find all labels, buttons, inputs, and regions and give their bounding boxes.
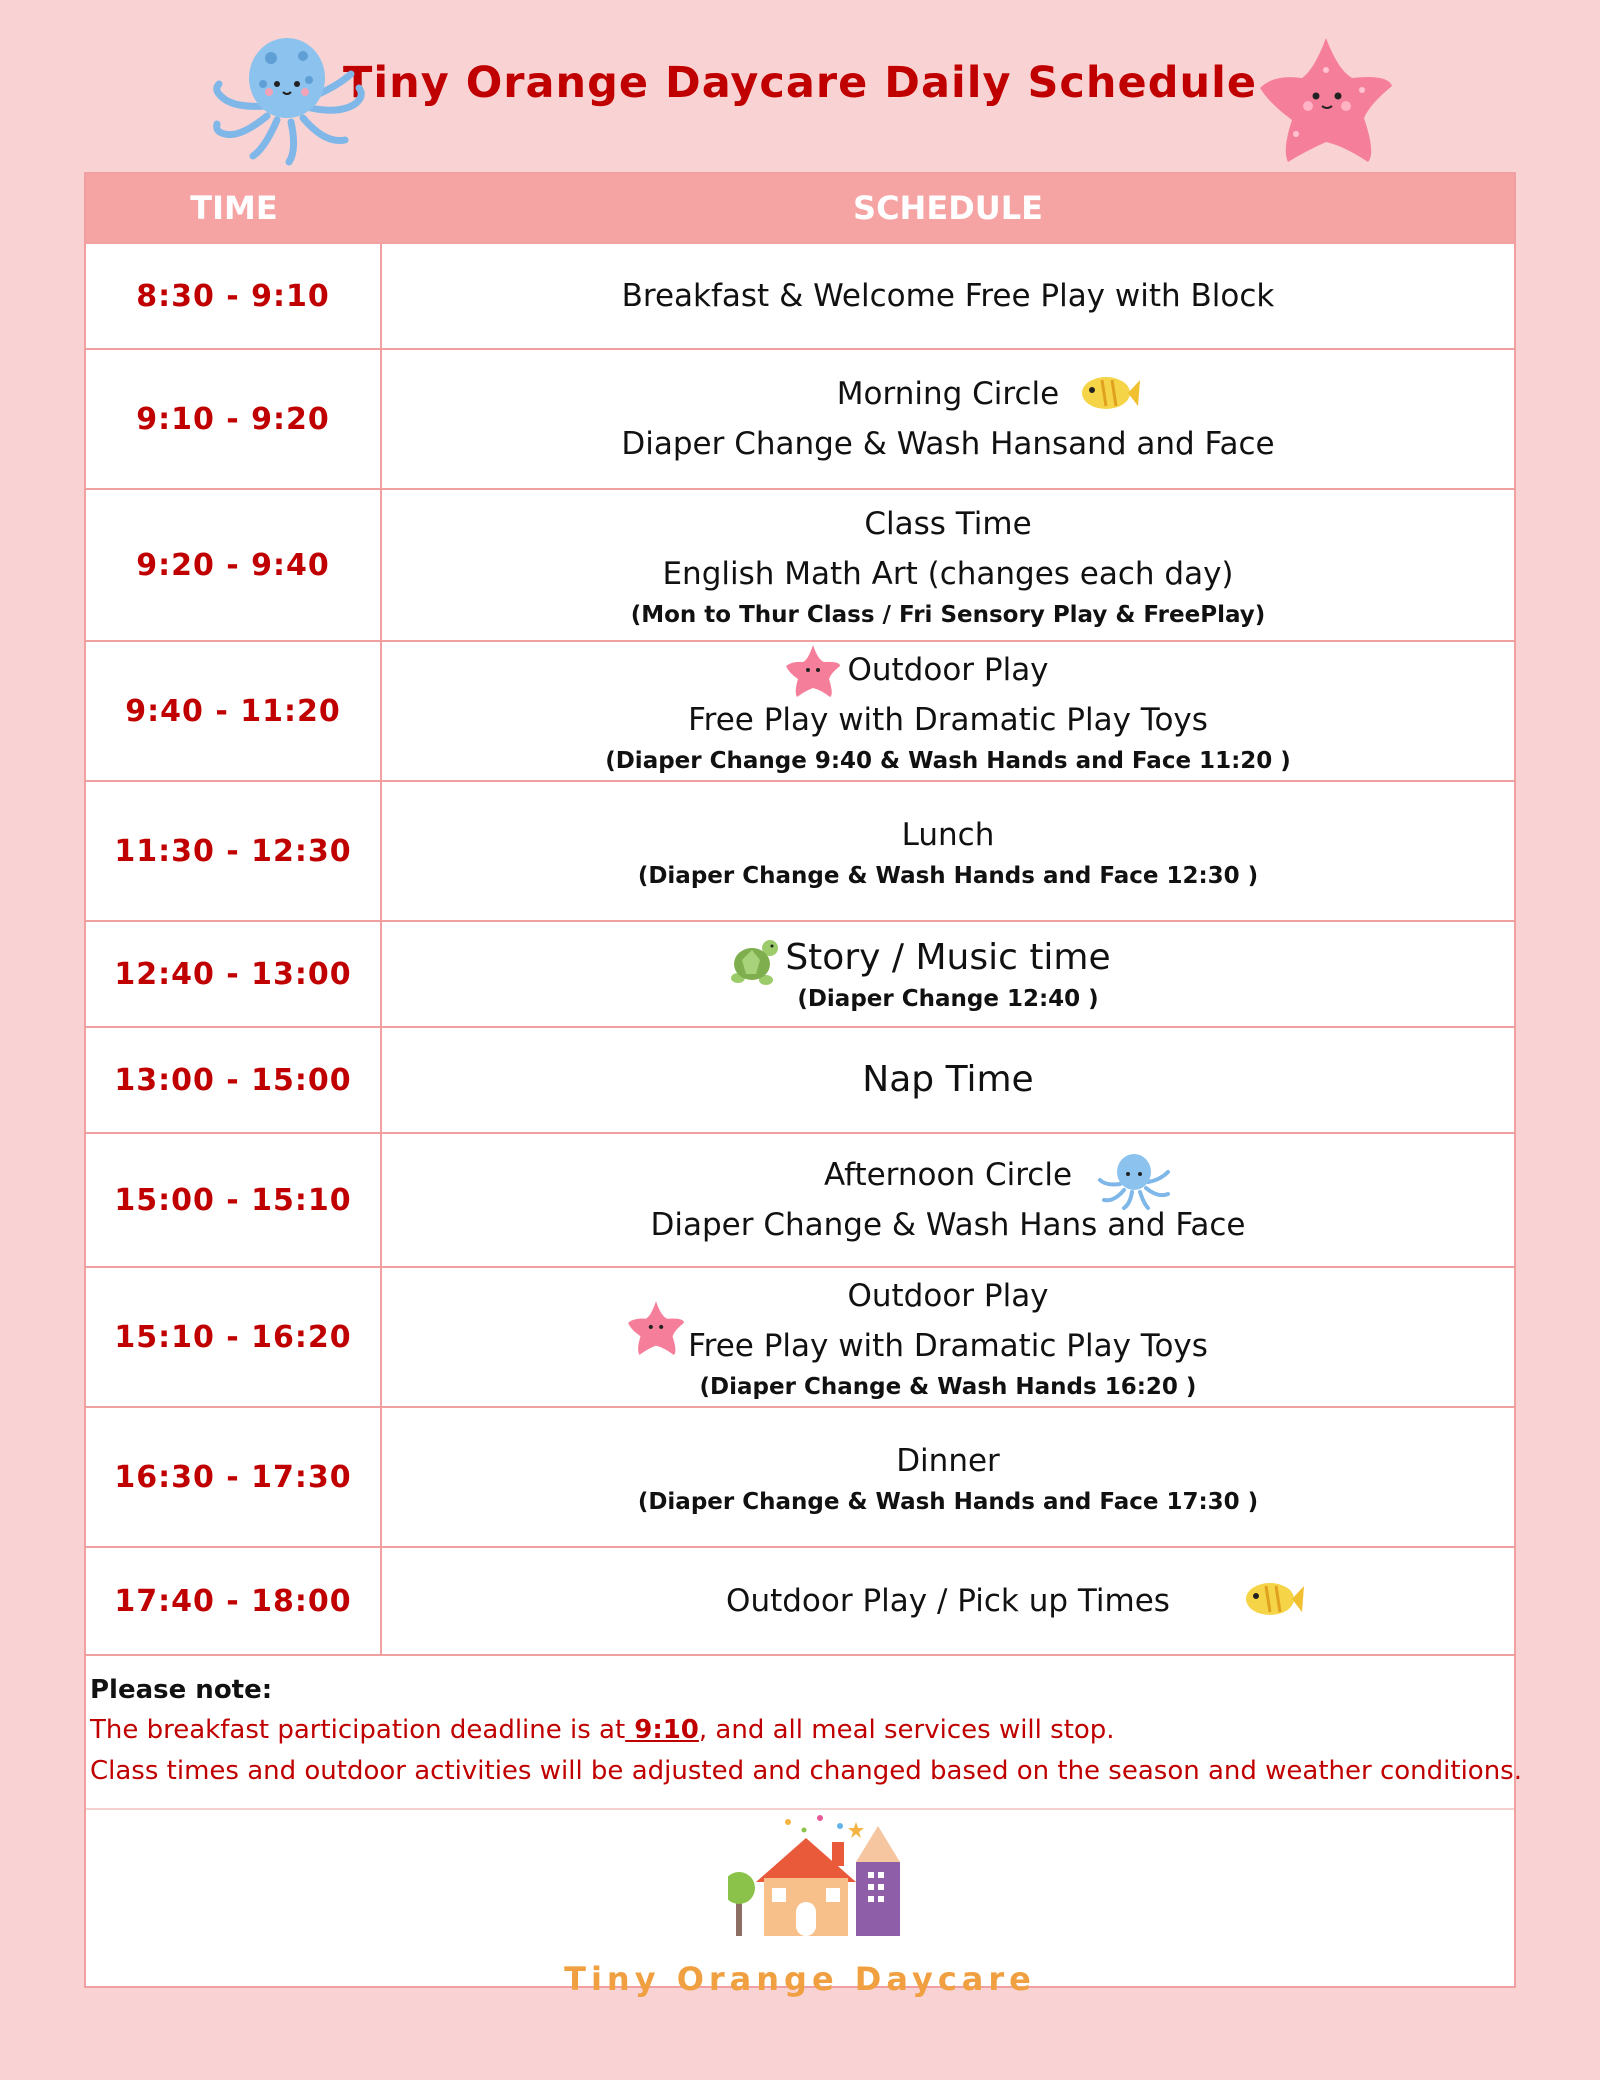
header-time: TIME [190,189,278,227]
row-schedule [382,244,1514,348]
table-row [86,488,1514,640]
table-row [86,1026,1514,1132]
fish-icon [1240,1574,1306,1624]
deadline-time: 9:10 [625,1715,699,1745]
activity-line: Free Play with Dramatic Play Toys [688,702,1208,738]
row-schedule [382,642,1514,780]
row-time: 9:10 - 9:20 [86,350,382,488]
notes-line: Class times and outdoor activities will be adjusted and changed based on the season and weather conditions. [90,1756,1522,1786]
starfish-icon [1252,30,1400,170]
table-row [86,920,1514,1026]
row-time: 13:00 - 15:00 [86,1028,382,1132]
table-row [86,1546,1514,1654]
row-time: 17:40 - 18:00 [86,1548,382,1654]
page-title: Tiny Orange Daycare Daily Schedule [343,58,1257,108]
octopus-icon [1096,1148,1172,1210]
activity-note: (Diaper Change 9:40 & Wash Hands and Face 11:20 ) [605,748,1291,774]
activity-line: Story / Music time [785,937,1111,978]
table-row [86,1132,1514,1266]
activity-line: Breakfast & Welcome Free Play with Block [621,278,1275,314]
activity-line: Morning Circle [836,376,1060,412]
row-time: 16:30 - 17:30 [86,1408,382,1546]
notes-line: The breakfast participation deadline is at 9:10, and all meal services will stop. [90,1715,1115,1745]
row-schedule [382,922,1514,1026]
table-row [86,348,1514,488]
row-time: 9:40 - 11:20 [86,642,382,780]
row-schedule [382,1134,1514,1266]
activity-note: (Diaper Change & Wash Hands 16:20 ) [699,1374,1197,1400]
table-row [86,1266,1514,1406]
row-schedule [382,782,1514,920]
table-row [86,640,1514,780]
schedule-table [84,172,1522,1988]
activity-note: (Mon to Thur Class / Fri Sensory Play & FreePlay) [630,602,1266,628]
row-schedule [382,1548,1514,1654]
logo-text: Tiny Orange Daycare [564,1960,1036,1998]
octopus-icon [205,28,373,168]
activity-note: (Diaper Change & Wash Hands and Face 17:30 ) [637,1489,1259,1515]
row-schedule [382,1408,1514,1546]
table-row [86,242,1514,348]
row-time: 9:20 - 9:40 [86,490,382,640]
activity-line: Free Play with Dramatic Play Toys [688,1328,1208,1364]
row-schedule [382,1268,1514,1406]
row-time: 15:10 - 16:20 [86,1268,382,1406]
activity-line: Lunch [901,817,995,853]
activity-line: Nap Time [862,1059,1034,1100]
fish-icon [1076,368,1142,418]
activity-note: (Diaper Change 12:40 ) [797,986,1099,1012]
table-row [86,1406,1514,1546]
turtle-icon [726,934,782,990]
activity-line: English Math Art (changes each day) [662,556,1234,592]
activity-line: Outdoor Play [847,1278,1049,1314]
starfish-icon [784,642,842,700]
row-time: 8:30 - 9:10 [86,244,382,348]
activity-line: Dinner [896,1443,1000,1479]
notes-heading: Please note: [90,1675,273,1705]
activity-line: Outdoor Play [847,652,1049,688]
activity-note: (Diaper Change & Wash Hands and Face 12:30 ) [637,863,1259,889]
row-schedule [382,1028,1514,1132]
row-schedule [382,350,1514,488]
row-time: 11:30 - 12:30 [86,782,382,920]
activity-line: Diaper Change & Wash Hans and Face [650,1207,1246,1243]
row-schedule [382,490,1514,640]
activity-line: Outdoor Play / Pick up Times [726,1583,1170,1619]
activity-line: Class Time [864,506,1032,542]
daycare-logo [728,1812,918,1942]
activity-line: Afternoon Circle [823,1157,1073,1193]
activity-line: Diaper Change & Wash Hansand and Face [621,426,1275,462]
notes-section [86,1654,1522,1786]
row-time: 15:00 - 15:10 [86,1134,382,1266]
starfish-icon [626,1298,686,1358]
table-header [86,174,1514,242]
header-schedule: SCHEDULE [853,189,1043,227]
table-row [86,780,1514,920]
row-time: 12:40 - 13:00 [86,922,382,1026]
